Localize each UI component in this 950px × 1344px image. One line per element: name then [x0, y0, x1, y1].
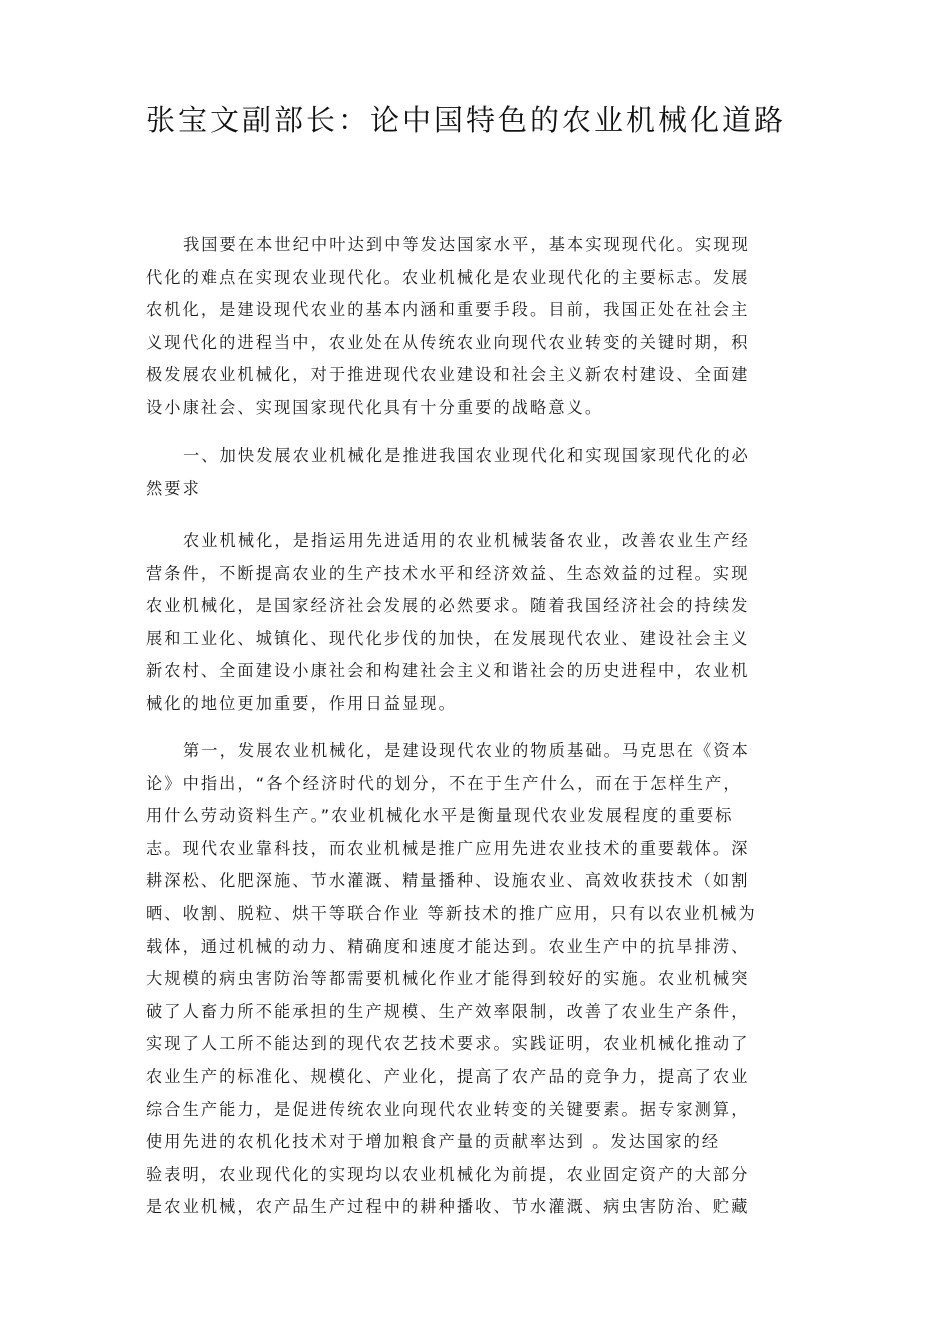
text-line: 我国要在本世纪中叶达到中等发达国家水平，基本实现现代化。实现现	[183, 235, 750, 254]
text-line: 极发展农业机械化，对于推进现代农业建设和社会主义新农村建设、全面建	[146, 365, 750, 385]
text-line: 农业机械化，是国家经济社会发展的必然要求。随着我国经济社会的持续发	[146, 596, 750, 616]
text-line: 论》中指出，“各个经济时代的划分，不在于生产什么，而在于怎样生产，	[146, 773, 742, 793]
text-line: 营条件，不断提高农业的生产技术水平和经济效益、生态效益的过程。实现	[146, 563, 750, 583]
text-line: 是农业机械，农产品生产过程中的耕种播收、节水灌溉、病虫害防治、贮藏	[146, 1197, 750, 1217]
text-line: 一、加快发展农业机械化是推进我国农业现代化和实现国家现代化的必	[183, 446, 750, 465]
text-line: 综合生产能力，是促进传统农业向现代农业转变的关键要素。据专家测算，	[146, 1099, 750, 1119]
paragraph-first-point	[146, 735, 810, 1224]
text-line: 实现了人工所不能达到的现代农艺技术要求。实践证明，农业机械化推动了	[146, 1034, 750, 1054]
paragraph	[146, 229, 810, 425]
text-line: 农业机械化，是指运用先进适用的农业机械装备农业，改善农业生产经	[183, 531, 750, 550]
paragraph	[146, 735, 810, 1224]
text-line: 志。现代农业靠科技，而农业机械是推广应用先进农业技术的重要载体。深	[146, 838, 750, 858]
text-line: 晒、收割、脱粒、烘干等联合作业 等新技术的推广应用，只有以农业机械为	[146, 903, 757, 923]
paragraph	[146, 440, 810, 505]
paragraph-intro	[146, 229, 810, 425]
text-line: 验表明，农业现代化的实现均以农业机械化为前提，农业固定资产的大部分	[146, 1164, 750, 1184]
text-line: 农机化，是建设现代农业的基本内涵和重要手段。目前，我国正处在社会主	[146, 300, 750, 320]
text-line: 义现代化的进程当中，农业处在从传统农业向现代农业转变的关键时期，积	[146, 332, 750, 352]
text-line: 新农村、全面建设小康社会和构建社会主义和谐社会的历史进程中，农业机	[146, 661, 750, 681]
text-line: 设小康社会、实现国家现代化具有十分重要的战略意义。	[146, 397, 604, 417]
text-line: 耕深松、化肥深施、节水灌溉、精量播种、设施农业、高效收获技术（如割	[146, 871, 750, 891]
text-line: 第一，发展农业机械化，是建设现代农业的物质基础。马克思在《资本	[183, 741, 750, 760]
paragraph-definition	[146, 525, 810, 721]
text-line: 大规模的病虫害防治等都需要机械化作业才能得到较好的实施。农业机械突	[146, 969, 750, 989]
text-line: 然要求	[146, 478, 201, 498]
text-line: 载体，通过机械的动力、精确度和速度才能达到。农业生产中的抗旱排涝、	[146, 936, 750, 956]
text-line: 械化的地位更加重要，作用日益显现。	[146, 693, 457, 713]
paragraph	[146, 525, 810, 721]
document-title: 张宝文副部长：论中国特色的农业机械化道路	[146, 103, 787, 137]
text-line: 代化的难点在实现农业现代化。农业机械化是农业现代化的主要标志。发展	[146, 267, 750, 287]
text-line: 用什么劳动资料生产。”农业机械化水平是衡量现代农业发展程度的重要标	[146, 806, 734, 826]
text-line: 使用先进的农机化技术对于增加粮食产量的贡献率达到 。发达国家的经	[146, 1132, 721, 1152]
text-line: 农业生产的标准化、规模化、产业化，提高了农产品的竞争力，提高了农业	[146, 1066, 750, 1086]
text-line: 展和工业化、城镇化、现代化步伐的加快，在发展现代农业、建设社会主义	[146, 628, 750, 648]
text-line: 破了人畜力所不能承担的生产规模、生产效率限制，改善了农业生产条件，	[146, 1001, 750, 1021]
section-heading-1	[146, 440, 810, 505]
